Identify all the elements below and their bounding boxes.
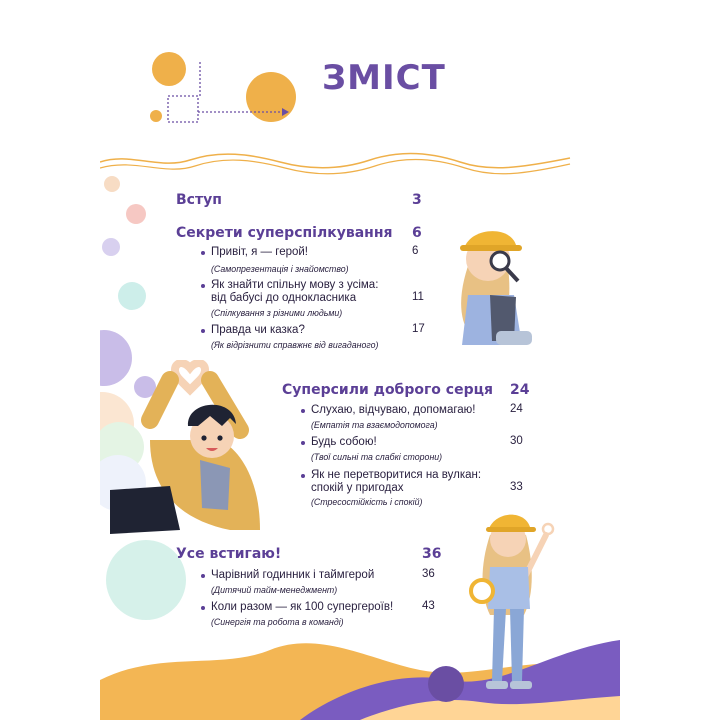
toc-item-page: 43 — [422, 600, 435, 612]
toc-item-title: Слухаю, відчуваю, допомагаю! — [311, 404, 476, 416]
toc-section-time-title: Усе встигаю! — [176, 546, 282, 562]
girl-clock-illustration — [460, 505, 570, 700]
toc-item-title-line2: від бабусі до однокласника — [211, 292, 357, 304]
toc-item-page: 30 — [510, 435, 523, 447]
toc-item-title-line1: Як не перетворитися на вулкан: — [311, 469, 482, 481]
toc-section-heart-title: Суперсили доброго серця — [282, 382, 493, 398]
toc-item-title: Коли разом — як 100 супергероїв! — [211, 601, 394, 613]
toc-item-title: Привіт, я — герой! — [211, 246, 308, 258]
toc-section-intro-page: 3 — [412, 192, 422, 208]
bullet — [301, 441, 305, 445]
toc-item-subtitle: (Твої сильні та слабкі сторони) — [311, 452, 443, 462]
toc-item-page: 11 — [412, 291, 424, 303]
toc-item-page: 36 — [422, 568, 435, 580]
bullet — [201, 606, 205, 610]
toc-section-heart-page: 24 — [510, 382, 530, 398]
toc-item-page: 6 — [412, 245, 419, 257]
mint-circle — [118, 282, 146, 310]
dashed-path-decoration — [160, 56, 300, 136]
toc-item-subtitle: (Емпатія та взаємодопомога) — [311, 420, 438, 430]
bullet — [301, 474, 305, 478]
toc-item-subtitle: (Як відрізнити справжнє від вигаданого) — [211, 340, 379, 350]
toc-section-time-page: 36 — [422, 546, 442, 562]
toc-item-subtitle: (Дитячий тайм-менеджмент) — [211, 585, 338, 595]
mint-circle-big — [106, 540, 186, 620]
toc-section-communication-page: 6 — [412, 225, 422, 241]
toc-item-page: 24 — [510, 403, 523, 415]
bullet — [201, 329, 205, 333]
toc-item-subtitle: (Самопрезентація і знайомство) — [211, 264, 349, 274]
toc-item-page: 17 — [412, 323, 425, 335]
peach-circle — [104, 176, 120, 192]
toc-item-title: Будь собою! — [311, 436, 377, 448]
lavender-circle-small — [102, 238, 120, 256]
bullet — [301, 409, 305, 413]
toc-item-page: 33 — [510, 481, 523, 493]
wavy-lines-decoration — [100, 150, 580, 180]
toc-item-title: Чарівний годинник і таймгерой — [211, 569, 375, 581]
girl-magnifier-illustration — [430, 215, 560, 350]
toc-section-communication-title: Секрети суперспілкування — [176, 225, 393, 241]
toc-item-title: Правда чи казка? — [211, 324, 305, 336]
toc-section-intro-title: Вступ — [176, 192, 222, 208]
toc-item-subtitle: (Стресостійкість і спокій) — [311, 497, 423, 507]
book-page — [100, 0, 620, 720]
toc-item-subtitle: (Спілкування з різними людьми) — [211, 308, 343, 318]
toc-item-title-line2: спокій у пригодах — [311, 482, 404, 494]
page-title: ЗМІСТ — [322, 58, 446, 98]
toc-item-subtitle: (Синергія та робота в команді) — [211, 617, 344, 627]
toc-item-title-line1: Як знайти спільну мову з усіма: — [211, 279, 379, 291]
pink-circle — [126, 204, 146, 224]
bullet — [201, 574, 205, 578]
bullet — [201, 251, 205, 255]
bullet — [201, 284, 205, 288]
boy-heart-hands-illustration — [110, 360, 290, 540]
